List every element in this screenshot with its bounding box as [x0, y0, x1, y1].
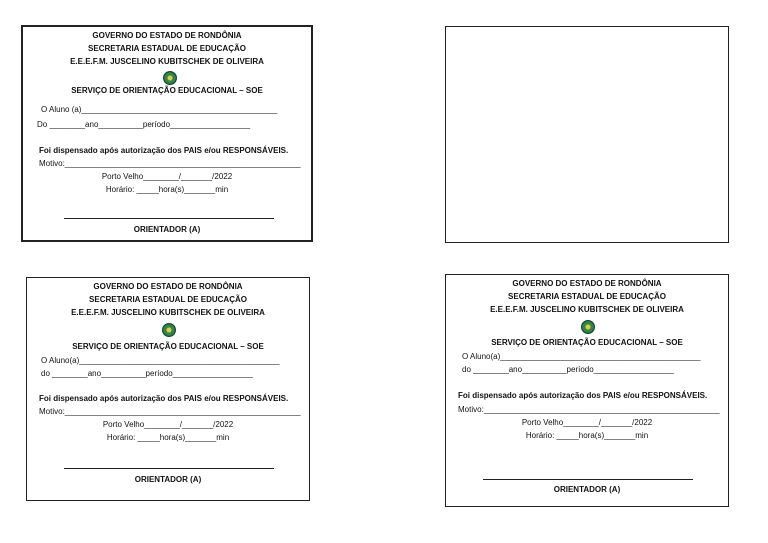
- header-government: GOVERNO DO ESTADO DE RONDÔNIA: [92, 31, 242, 40]
- service-title: SERVIÇO DE ORIENTAÇÃO EDUCACIONAL – SOE: [72, 342, 264, 351]
- header-government: GOVERNO DO ESTADO DE RONDÔNIA: [512, 279, 662, 288]
- signature-label: ORIENTADOR (A): [133, 225, 201, 234]
- form-card-bottom-left: [26, 277, 310, 501]
- signature-line[interactable]: [64, 218, 274, 219]
- state-emblem-icon: [581, 320, 595, 334]
- city-date-field[interactable]: Porto Velho________/_______/2022: [101, 172, 233, 181]
- header-school: E.E.E.F.M. JUSCELINO KUBITSCHEK DE OLIVEIRA: [71, 308, 265, 317]
- service-title: SERVIÇO DE ORIENTAÇÃO EDUCACIONAL – SOE: [491, 338, 683, 347]
- form-card-bottom-right: [445, 274, 729, 507]
- signature-line[interactable]: [64, 468, 274, 469]
- time-field[interactable]: Horário: _____hora(s)_______min: [106, 433, 230, 442]
- header-government: GOVERNO DO ESTADO DE RONDÔNIA: [93, 282, 243, 291]
- reason-field[interactable]: Motivo:_____________________________________________________: [39, 159, 301, 168]
- blank-card-top-right: [445, 26, 729, 243]
- state-emblem-icon: [163, 71, 177, 85]
- time-field[interactable]: Horário: _____hora(s)_______min: [525, 431, 649, 440]
- header-secretariat: SECRETARIA ESTADUAL DE EDUCAÇÃO: [89, 295, 247, 304]
- dismissed-statement: Foi dispensado após autorização dos PAIS e/ou RESPONSÁVEIS.: [458, 391, 708, 400]
- student-field[interactable]: O Aluno(a)_____________________________________________: [462, 352, 701, 361]
- student-field[interactable]: O Aluno(a)_____________________________________________: [41, 356, 280, 365]
- dismissed-statement: Foi dispensado após autorização dos PAIS e/ou RESPONSÁVEIS.: [39, 146, 289, 155]
- grade-field[interactable]: do ________ano__________período__________________: [41, 369, 253, 378]
- signature-line[interactable]: [483, 479, 693, 480]
- reason-field[interactable]: Motivo:_____________________________________________________: [39, 407, 301, 416]
- grade-field[interactable]: Do ________ano__________período__________________: [37, 120, 251, 129]
- state-emblem-icon: [162, 323, 176, 337]
- dismissed-statement: Foi dispensado após autorização dos PAIS e/ou RESPONSÁVEIS.: [39, 394, 289, 403]
- grade-field[interactable]: do ________ano__________período__________________: [462, 365, 674, 374]
- signature-label: ORIENTADOR (A): [134, 475, 202, 484]
- city-date-field[interactable]: Porto Velho________/_______/2022: [521, 418, 653, 427]
- form-card-top-left: [21, 25, 313, 242]
- student-field[interactable]: O Aluno (a)____________________________________________: [41, 105, 278, 114]
- signature-label: ORIENTADOR (A): [553, 485, 621, 494]
- header-school: E.E.E.F.M. JUSCELINO KUBITSCHEK DE OLIVEIRA: [490, 305, 684, 314]
- header-secretariat: SECRETARIA ESTADUAL DE EDUCAÇÃO: [508, 292, 666, 301]
- service-title: SERVIÇO DE ORIENTAÇÃO EDUCACIONAL – SOE: [71, 86, 263, 95]
- city-date-field[interactable]: Porto Velho________/_______/2022: [102, 420, 234, 429]
- reason-field[interactable]: Motivo:_____________________________________________________: [458, 405, 720, 414]
- header-secretariat: SECRETARIA ESTADUAL DE EDUCAÇÃO: [88, 44, 246, 53]
- header-school: E.E.E.F.M. JUSCELINO KUBITSCHEK DE OLIVEIRA: [70, 57, 264, 66]
- time-field[interactable]: Horário: _____hora(s)_______min: [105, 185, 229, 194]
